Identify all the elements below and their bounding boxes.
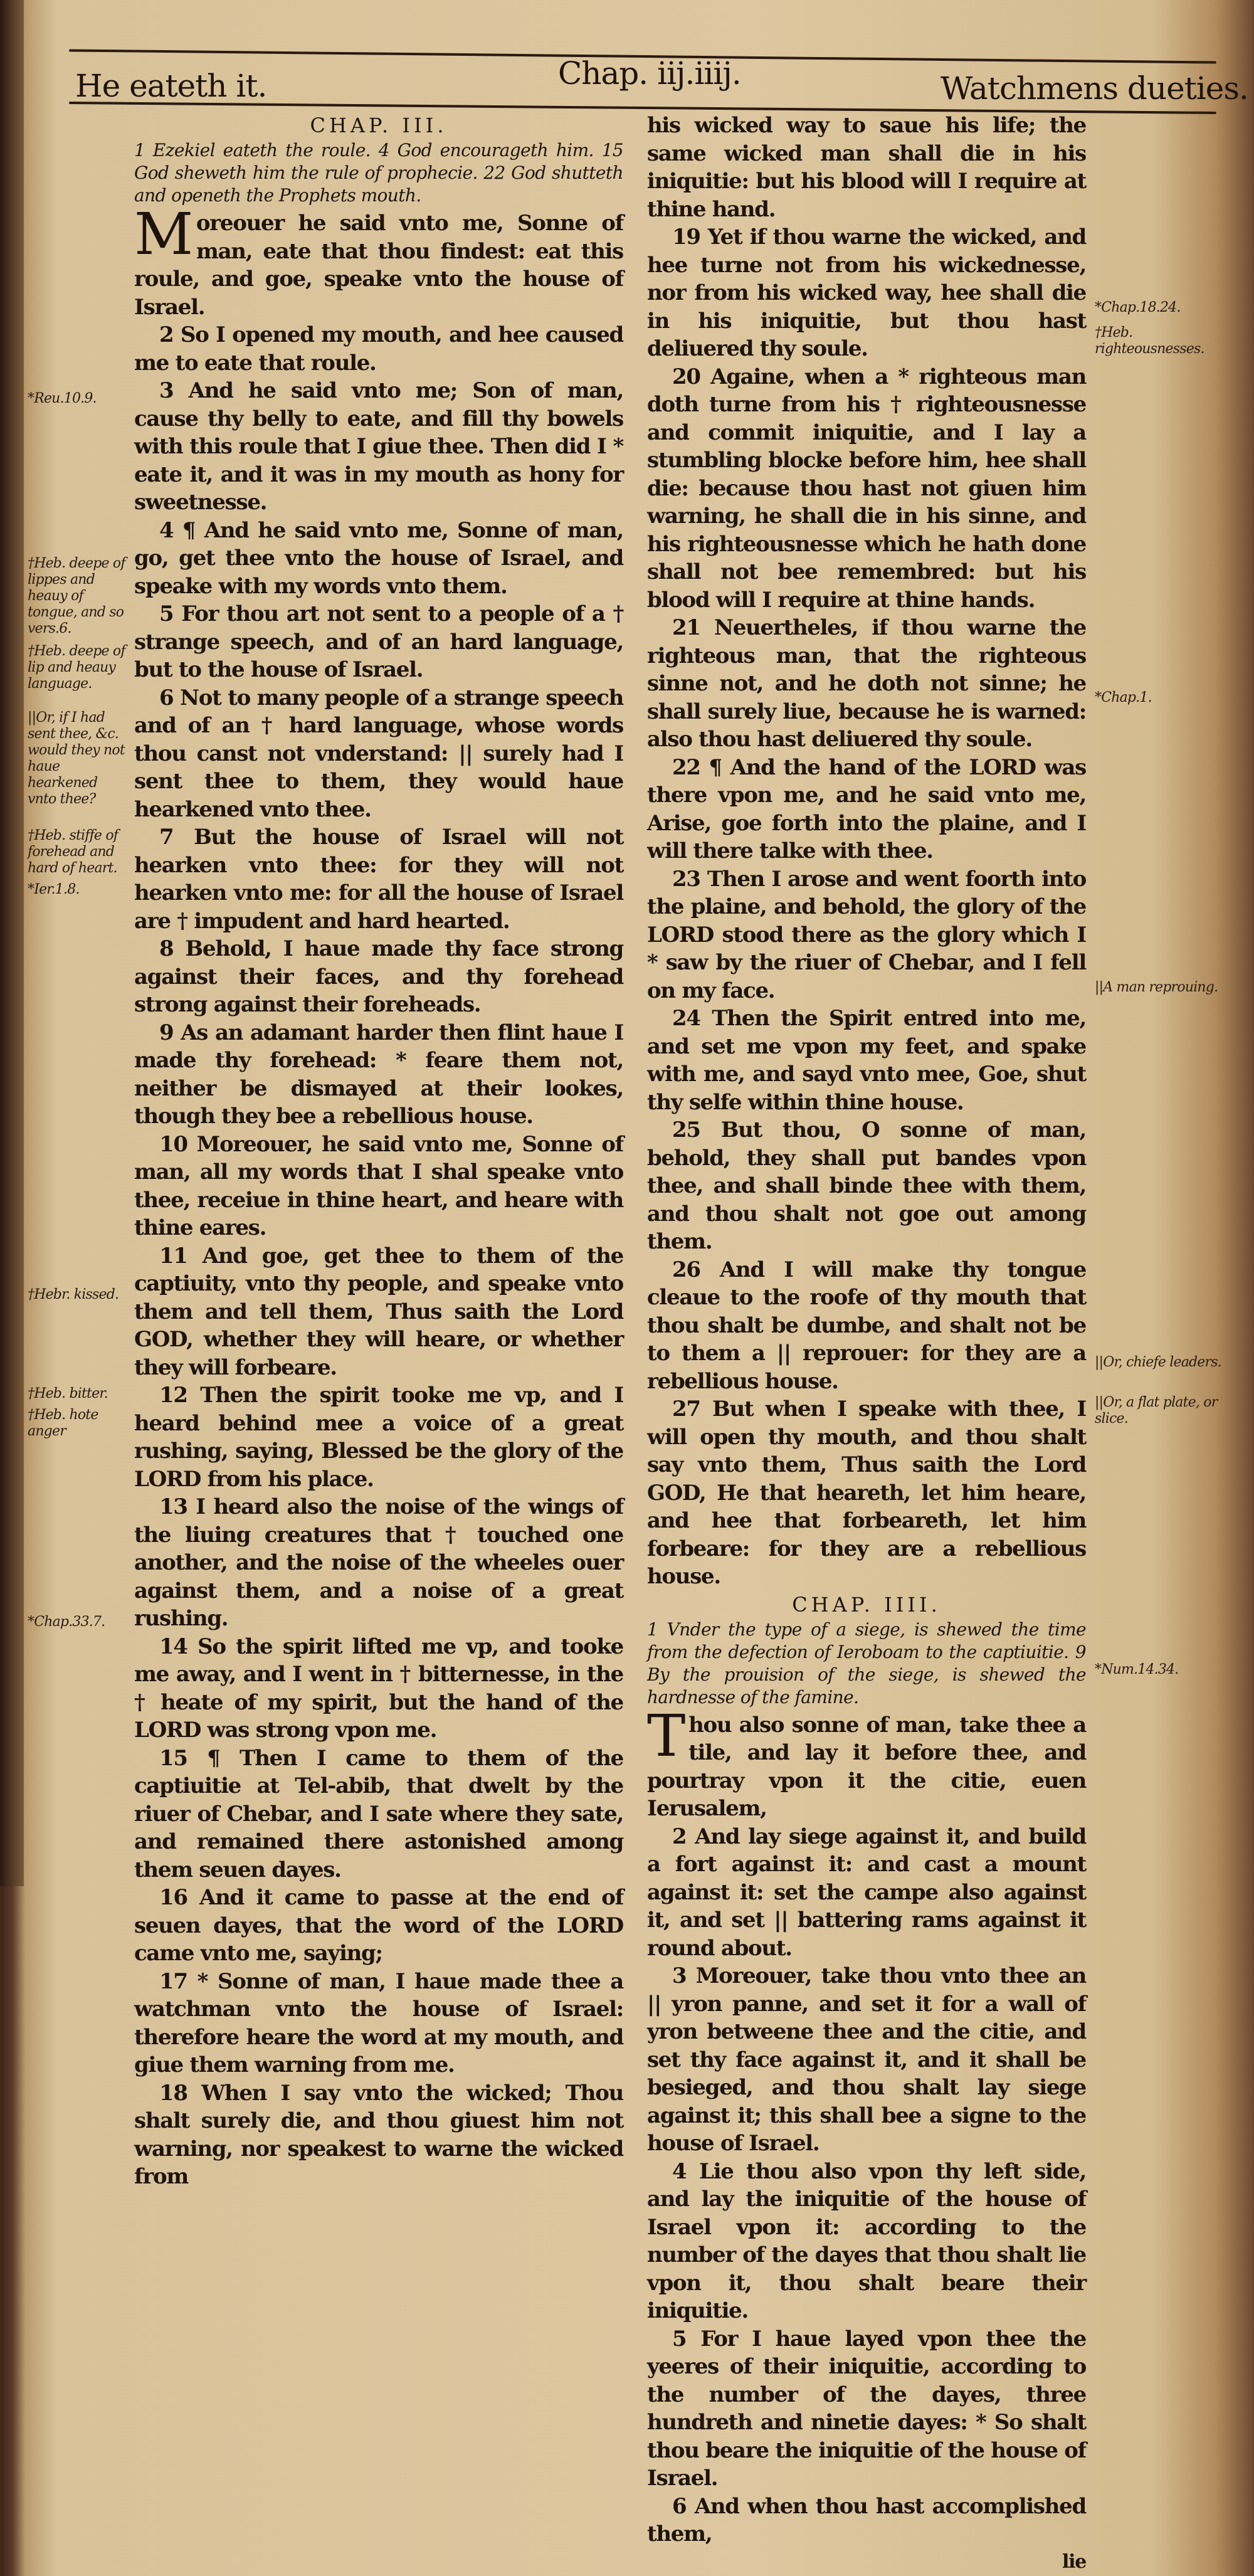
margin-note: ||Or, if I had sent thee, &c. would they not haue hearkened vnto thee? <box>28 710 129 808</box>
verse: 2 So I opened my mouth, and hee caused me to eate that roule. <box>134 321 623 377</box>
verse: 17 * Sonne of man, I haue made thee a watchman vnto the house of Israel: therefore heare the word at my mouth, and giue them warning from me. <box>134 1968 623 2079</box>
margin-note: *Chap.33.7. <box>28 1614 129 1630</box>
verse: 3 And he said vnto me; Son of man, cause thy belly to eate, and fill thy bowels with this roule that I giue thee. Then did I * eate it, and it was in my mouth as hony for sweetnesse. <box>134 377 623 517</box>
verse: 24 Then the Spirit entred into me, and set me vpon my feet, and spake with me, and sayd vnto mee, Goe, shut thy selfe within thine house. <box>647 1005 1086 1116</box>
verse: 19 Yet if thou warne the wicked, and hee turne not from his wickednesse, nor from his wicked way, hee shall die in his iniquitie, but thou hast deliuered thy soule. <box>647 223 1086 363</box>
margin-note: *Ier.1.8. <box>28 882 129 898</box>
chapter-summary: 1 Vnder the type of a siege, is shewed the time from the defection of Ieroboam to the captiuitie. 9 By the prouision of the siege, is shewed the hardnesse of the famine. <box>647 1618 1086 1709</box>
margin-note: †Heb. righteousnesses. <box>1095 325 1226 357</box>
verse: 25 But thou, O sonne of man, behold, they shall put bandes vpon thee, and shall binde thee with them, and thou shalt not goe out among them. <box>647 1116 1086 1256</box>
verse: 16 And it came to passe at the end of seuen dayes, that the word of the LORD came vnto me, saying; <box>134 1884 623 1968</box>
chapter-heading: CHAP. IIII. <box>647 1591 1086 1618</box>
verse: 21 Neuertheles, if thou warne the righteous man, that the righteous sinne not, and he doth not sinne; he shall surely liue, because he is warned: also thou hast deliuered thy soule. <box>647 614 1086 754</box>
margin-note: ||Or, a flat plate, or slice. <box>1095 1395 1226 1427</box>
margin-note: *Reu.10.9. <box>28 391 129 407</box>
margin-note: †Heb. bitter. <box>28 1386 129 1402</box>
running-head-right: Watchmens dueties. <box>940 70 1248 107</box>
margin-note: †Heb. stiffe of forehead and hard of heart. <box>28 828 129 877</box>
margin-note: †Heb. hote anger <box>28 1407 129 1440</box>
verse: his wicked way to saue his life; the same wicked man shall die in his iniquitie: but his blood will I require at thine hand. <box>647 112 1086 223</box>
verse: 7 But the house of Israel will not hearken vnto thee: for they will not hearken vnto me: for all the house of Israel are † impudent and hard hearted. <box>134 823 623 935</box>
verse: 5 For I haue layed vpon thee the yeeres of their iniquitie, according to the number of the dayes, three hundreth and ninetie dayes: * So shalt thou beare the iniquitie of the house of Israel. <box>647 2325 1086 2493</box>
verse: 3 Moreouer, take thou vnto thee an || yron panne, and set it for a wall of yron betweene thee and the citie, and set thy face against it, and it shall be besieged, and thou shalt lay siege against it; this shall bee a signe to the house of Israel. <box>647 1962 1086 2158</box>
facing-page-edge <box>0 0 24 1886</box>
chapter-heading: CHAP. III. <box>134 112 623 139</box>
verse: 6 And when thou hast accomplished them, <box>647 2493 1086 2548</box>
verse: 14 So the spirit lifted me vp, and tooke me away, and I went in † bitternesse, in the † heate of my spirit, but the hand of the LORD was strong vpon me. <box>134 1633 623 1745</box>
verse: 20 Againe, when a * righteous man doth turne from his † righteousnesse and commit iniquitie, and I lay a stumbling blocke before him, hee shall die: because thou hast not giuen him warning, he shall die in his sinne, and his righteousnesse which he hath done shall not bee remembred: but his blood will I require at thine hands. <box>647 363 1086 615</box>
verse: 10 Moreouer, he said vnto me, Sonne of man, all my words that I shal speake vnto thee, receiue in thine heart, and heare with thine eares. <box>134 1131 623 1242</box>
margin-note: ||Or, chiefe leaders. <box>1095 1354 1226 1371</box>
verse: 27 But when I speake with thee, I will open thy mouth, and thou shalt say vnto them, Thus saith the Lord GOD, He that heareth, let him heare, and hee that forbeareth, let him forbeare: for they are a rebellious house. <box>647 1395 1086 1591</box>
catchword: lie <box>647 2548 1086 2576</box>
margin-note: †Heb. deepe of lip and heauy language. <box>28 643 129 692</box>
verse: 26 And I will make thy tongue cleaue to the roofe of thy mouth that thou shalt be dumbe, and shalt not be to them a || reprouer: for they are a rebellious house. <box>647 1256 1086 1396</box>
right-text-column <box>647 112 1086 2576</box>
margin-note: *Chap.18.24. <box>1095 300 1226 316</box>
margin-note: *Num.14.34. <box>1095 1662 1226 1678</box>
verse: 23 Then I arose and went foorth into the plaine, and behold, the glory of the LORD stood there as the glory which I * saw by the riuer of Chebar, and I fell on my face. <box>647 865 1086 1005</box>
margin-note: †Heb. deepe of lippes and heauy of tongue, and so vers.6. <box>28 556 129 637</box>
margin-note: ||A man reprouing. <box>1095 979 1226 996</box>
left-text-column <box>134 112 623 2191</box>
verse: 11 And goe, get thee to them of the captiuity, vnto thy people, and speake vnto them and tell them, Thus saith the Lord GOD, whether they will heare, or whether they will forbeare. <box>134 1242 623 1382</box>
running-head-center: Chap. iij.iiij. <box>558 55 741 92</box>
verse: 18 When I say vnto the wicked; Thou shalt surely die, and thou giuest him not warning, nor speakest to warne the wicked from <box>134 2079 623 2191</box>
verse: 4 Lie thou also vpon thy left side, and lay the iniquitie of the house of Israel vpon it: according to the number of the dayes that thou shalt lie vpon it, thou shalt beare their iniquitie. <box>647 2158 1086 2325</box>
margin-note: †Hebr. kissed. <box>28 1287 129 1303</box>
verse: 13 I heard also the noise of the wings of the liuing creatures that † touched one another, and the noise of the wheeles ouer against them, and a noise of a great rushing. <box>134 1493 623 1633</box>
verse: 9 As an adamant harder then flint haue I made thy forehead: * feare them not, neither be dismayed at their lookes, though they bee a rebellious house. <box>134 1019 623 1131</box>
running-head-left: He eateth it. <box>75 68 266 104</box>
verse: 22 ¶ And the hand of the LORD was there vpon me, and he said vnto me, Arise, goe forth into the plaine, and I will there talke with thee. <box>647 754 1086 865</box>
verse: 4 ¶ And he said vnto me, Sonne of man, go, get thee vnto the house of Israel, and speake with my words vnto them. <box>134 517 623 601</box>
verse: 2 And lay siege against it, and build a fort against it: and cast a mount against it: set the campe also against it, and set || battering rams against it round about. <box>647 1823 1086 1963</box>
margin-note: *Chap.1. <box>1095 690 1226 706</box>
verse: 12 Then the spirit tooke me vp, and I heard behind mee a voice of a great rushing, saying, Blessed be the glory of the LORD from his place. <box>134 1381 623 1493</box>
verse: 15 ¶ Then I came to them of the captiuitie at Tel-abib, that dwelt by the riuer of Chebar, and I sate where they sate, and remained there astonished among them seuen dayes. <box>134 1745 623 1884</box>
chapter-summary: 1 Ezekiel eateth the roule. 4 God encourageth him. 15 God sheweth him the rule of prophecie. 22 God shutteth and openeth the Prophets mouth. <box>134 139 623 207</box>
verse: 6 Not to many people of a strange speech and of an † hard language, whose words thou canst not vnderstand: || surely had I sent thee to them, they would haue hearkened vnto thee. <box>134 684 623 824</box>
verse: Moreouer he said vnto me, Sonne of man, eate that thou findest: eat this roule, and goe, speake vnto the house of Israel. <box>134 209 623 321</box>
verse: Thou also sonne of man, take thee a tile, and lay it before thee, and pourtray vpon it the citie, euen Ierusalem, <box>647 1711 1086 1823</box>
verse: 8 Behold, I haue made thy face strong against their faces, and thy forehead strong against their foreheads. <box>134 935 623 1019</box>
verse: 5 For thou art not sent to a people of a † strange speech, and of an hard language, but to the house of Israel. <box>134 600 623 684</box>
